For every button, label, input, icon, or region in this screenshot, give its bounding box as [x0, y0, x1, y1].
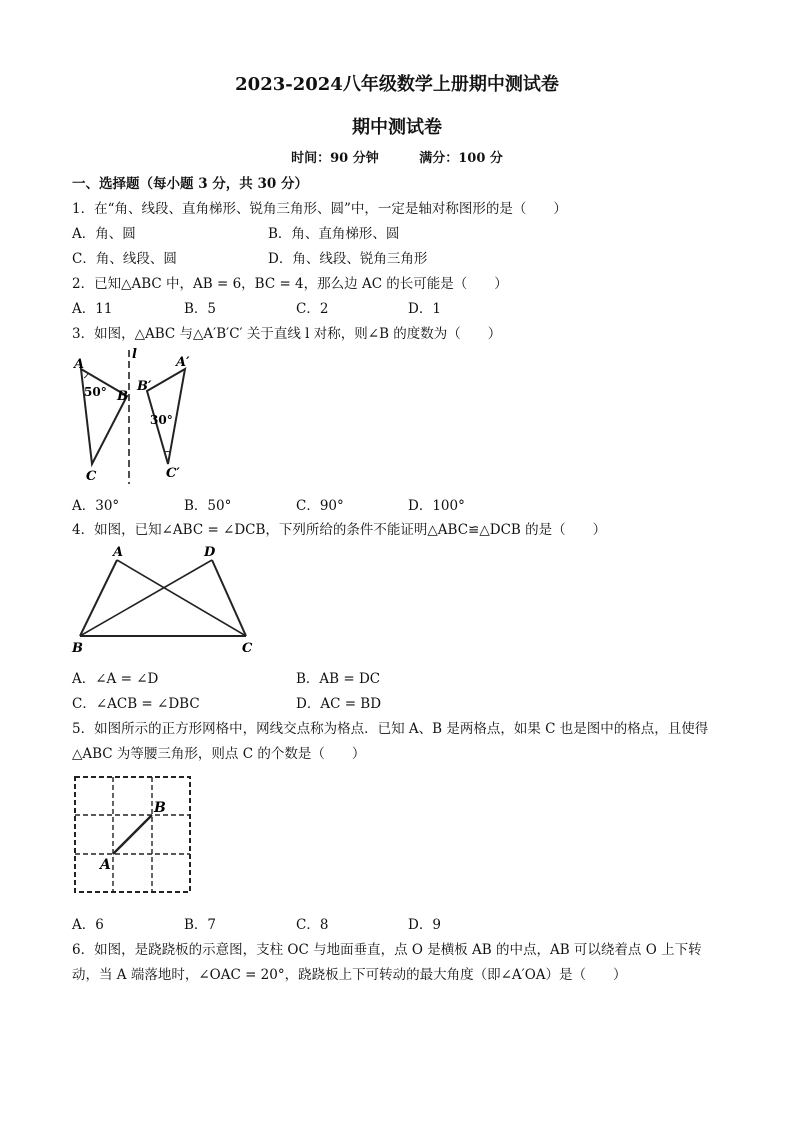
question-5-option-d: D．9 — [408, 917, 441, 933]
label-c-prime: C′ — [166, 466, 180, 481]
question-3-option-c: C．90° — [296, 498, 344, 514]
question-5-option-b: B．7 — [184, 917, 217, 933]
question-3-option-d: D．100° — [408, 498, 465, 514]
paper-subtitle: 期中测试卷 — [352, 117, 442, 138]
triangle-abc — [81, 369, 127, 464]
exam-meta — [0, 147, 794, 166]
segment-cd — [212, 560, 246, 636]
segment-ab — [113, 815, 152, 854]
angle-c2-arc — [164, 451, 171, 452]
question-4-option-d: D．AC = BD — [296, 696, 382, 712]
question-1-stem: 1．在“角、线段、直角梯形、锐角三角形、圆”中，一定是轴对称图形的是（ ） — [72, 201, 567, 217]
label-a: A — [74, 357, 85, 372]
label-d: D — [204, 545, 216, 560]
label-c: C — [242, 641, 253, 656]
question-2-stem: 2．已知△ABC 中，AB = 6，BC = 4，那么边 AC 的长可能是（ ） — [72, 276, 508, 292]
question-3-figure — [70, 344, 200, 486]
question-4-stem: 4．如图，已知∠ABC = ∠DCB，下列所给的条件不能证明△ABC≌△DCB 的是（ ） — [72, 522, 607, 538]
segment-bd — [80, 560, 212, 636]
question-5-option-c: C．8 — [296, 917, 329, 933]
question-1-option-c: C．角、线段、圆 — [72, 251, 177, 267]
label-a: A — [113, 545, 124, 560]
question-1-option-b: B．角、直角梯形、圆 — [268, 226, 400, 242]
question-5-stem-line2: △ABC 为等腰三角形，则点 C 的个数是（ ） — [72, 746, 366, 762]
question-5-stem-line1: 5．如图所示的正方形网格中，网线交点称为格点．已知 A、B 是两格点，如果 C 也是图中的格点，且使得 — [72, 721, 709, 737]
paper-title: 2023-2024八年级数学上册期中测试卷 — [235, 74, 559, 95]
angle-a-arc — [84, 373, 88, 378]
label-l: l — [132, 347, 137, 362]
question-5-figure — [70, 772, 195, 897]
question-3-option-a: A．30° — [72, 498, 120, 514]
segment-ac — [117, 560, 246, 636]
angle-c-prime-value: 30° — [150, 413, 173, 427]
question-1-option-d: D．角、线段、锐角三角形 — [268, 251, 428, 267]
label-c: C — [86, 469, 97, 484]
question-6-stem-line1: 6．如图，是跷跷板的示意图，支柱 OC 与地面垂直，点 O 是横板 AB 的中点，AB 可以绕着点 O 上下转 — [72, 942, 702, 958]
question-2-option-b: B．5 — [184, 301, 217, 317]
label-b-prime: B′ — [137, 379, 152, 394]
question-2-option-d: D．1 — [408, 301, 441, 317]
question-3-stem: 3．如图，△ABC 与△A′B′C′ 关于直线 l 对称，则∠B 的度数为（ ） — [72, 326, 502, 342]
exam-time: 时间：90 分钟 — [291, 151, 379, 166]
question-3-option-b: B．50° — [184, 498, 232, 514]
exam-score: 满分：100 分 — [419, 151, 503, 166]
label-b: B — [117, 389, 128, 404]
question-4-option-a: A．∠A = ∠D — [72, 671, 159, 687]
question-5-option-a: A．6 — [72, 917, 104, 933]
label-a-prime: A′ — [176, 355, 190, 370]
section-heading: 一、选择题（每小题 3 分，共 30 分） — [72, 176, 308, 192]
question-6-stem-line2: 动，当 A 端落地时，∠OAC = 20°，跷跷板上下可转动的最大角度（即∠A′OA）是（ ） — [72, 967, 627, 983]
label-b: B — [72, 641, 83, 656]
question-4-option-b: B．AB = DC — [296, 671, 381, 687]
question-4-figure — [70, 542, 260, 657]
question-1-option-a: A．角、圆 — [72, 226, 136, 242]
label-b: B — [154, 800, 166, 816]
question-4-option-c: C．∠ACB = ∠DBC — [72, 696, 200, 712]
angle-a-value: 50° — [84, 385, 107, 399]
label-a: A — [100, 857, 111, 873]
question-2-option-c: C．2 — [296, 301, 329, 317]
question-2-option-a: A．11 — [72, 301, 113, 317]
